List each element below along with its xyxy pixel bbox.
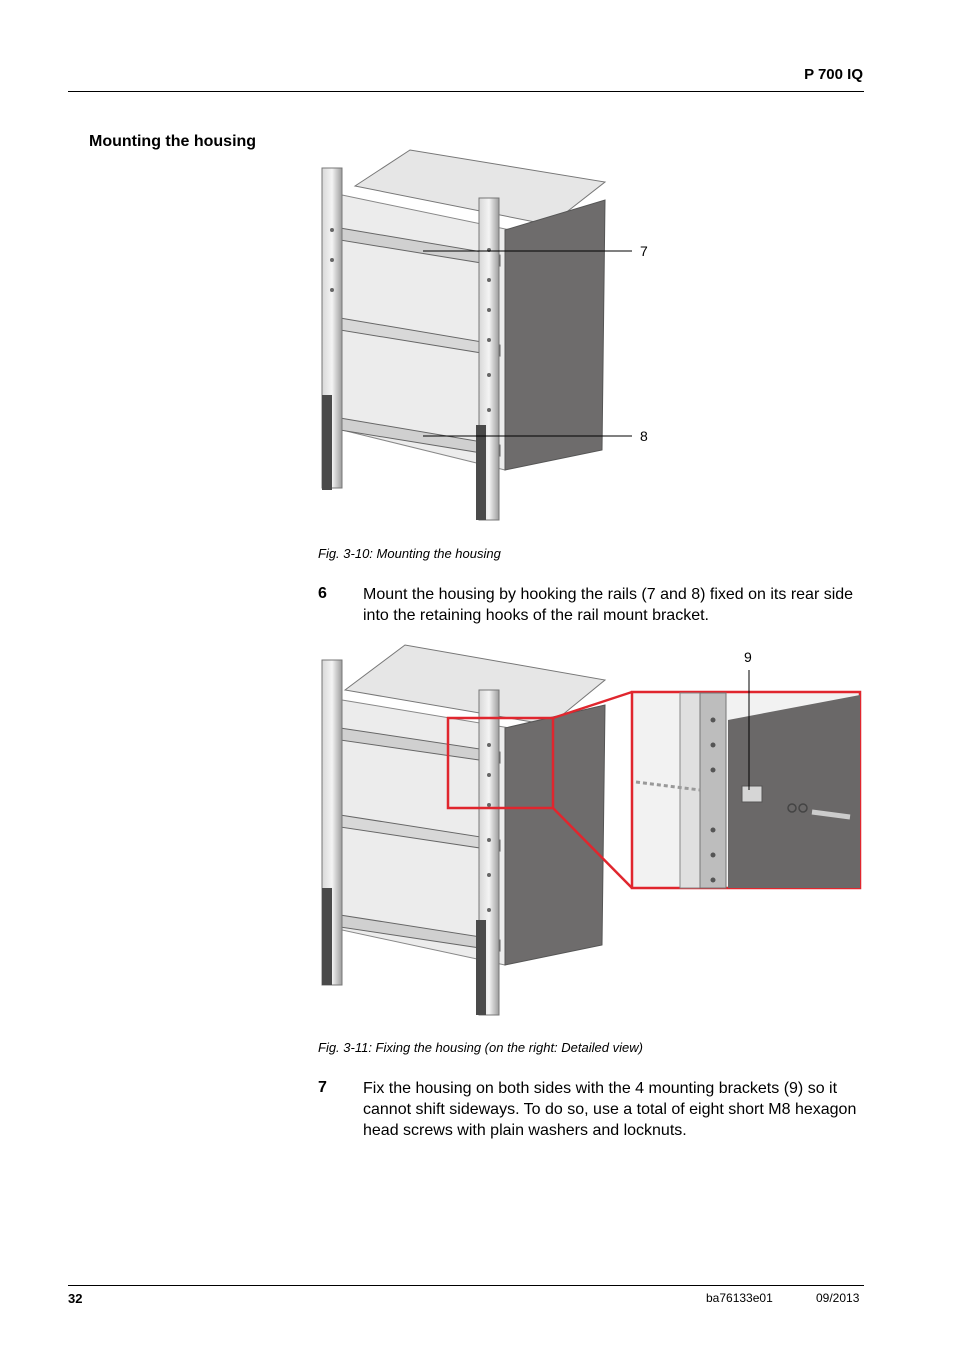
figure-caption-3-11: Fig. 3-11: Fixing the housing (on the right: Detailed view) bbox=[318, 1040, 643, 1055]
step-number-7: 7 bbox=[318, 1079, 327, 1096]
figure-caption-3-10: Fig. 3-10: Mounting the housing bbox=[318, 546, 501, 561]
step-text-6: Mount the housing by hooking the rails (7 and 8) fixed on its rear side into the retaining hooks of the rail mount bracket. bbox=[363, 586, 854, 624]
section-title: Mounting the housing bbox=[89, 133, 257, 150]
document-id: ba76133e01 bbox=[706, 1291, 773, 1305]
step-number-6: 6 bbox=[318, 585, 327, 602]
callout-8: 8 bbox=[640, 428, 648, 444]
document-date: 09/2013 bbox=[816, 1291, 860, 1305]
step-text-7: Fix the housing on both sides with the 4 mounting brackets (9) so it cannot shift sideways. To do so, use a total of eight short M8 hexagon head screws with plain washers and locknuts. bbox=[363, 1080, 857, 1139]
page-number: 32 bbox=[68, 1291, 83, 1306]
footer-rule bbox=[68, 1285, 864, 1286]
document-title: P 700 IQ bbox=[804, 66, 863, 83]
callout-9: 9 bbox=[744, 649, 752, 665]
callout-7: 7 bbox=[640, 243, 648, 259]
